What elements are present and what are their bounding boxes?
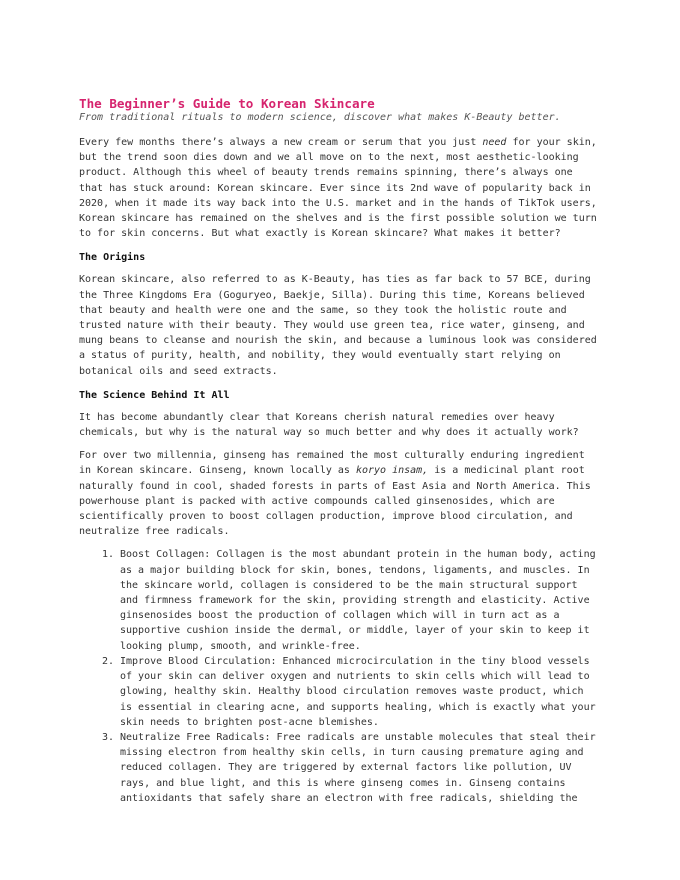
intro-text-2: for your skin, but the trend soon dies down and we all move on to the next, most aesthetic-looking product. Although this wheel of beauty trends remains spinning, there’s always one that has stuck around: Korean skincare. Ever since its 2nd wave of popularity back in 2020, when it made its way back into the U.S. market and in the hands of TikTok users, Korean skincare has remained on the shelves and is the first possible solution we turn to for skin concerns. But what exactly is Korean skincare? What makes it better? [79,137,597,240]
science-emphasis: koryo insam, [355,465,429,477]
article-title: The Beginner’s Guide to Korean Skincare [79,96,375,111]
intro-emphasis: need [482,137,507,148]
intro-paragraph [79,135,599,241]
science-heading: The Science Behind It All [79,389,230,401]
list-item: 2. Improve Blood Circulation: Enhanced microcirculation in the tiny blood vessels of your skin can deliver oxygen and nutrients to skin cells which will lead to glowing, healthy skin. Healthy blood circulation removes waste product, which is essential in clearing acne, and supports healing, which is exactly what your skin needs to brighten post-acne blemishes. [120,654,599,730]
science-text-2: is a medicinal plant root naturally found in cool, shaded forests in parts of East Asia and North America. This powerhouse plant is packed with active compounds called ginsenosides, which are scientifically proven to boost collagen production, improve blood circulation, and neutralize free radicals. [79,465,591,538]
list-item: 3. Neutralize Free Radicals: Free radicals are unstable molecules that steal their missing electron from healthy skin cells, in turn causing premature aging and reduced collagen. They are triggered by external factors like pollution, UV rays, and blue light, and this is where ginseng comes in. Ginseng contains antioxidants that safely share an electron with free radicals, shielding the [120,730,599,806]
list-item: 1. Boost Collagen: Collagen is the most abundant protein in the human body, acting as a major building block for skin, bones, tendons, ligaments, and muscles. In the skincare world, collagen is considered to be the main structural support and firmness framework for the skin, providing strength and elasticity. Active ginsenosides boost the production of collagen which will in turn act as a supportive cushion inside the dermal, or middle, layer of your skin to keep it looking plump, smooth, and wrinkle-free. [120,547,599,653]
origins-paragraph: Korean skincare, also referred to as K-Beauty, has ties as far back to 57 BCE, during the Three Kingdoms Era (Goguryeo, Baekje, Silla). During this time, Koreans believed that beauty and health were one and the same, so they took the holistic route and trusted nature with their beauty. They would use green tea, rice water, ginseng, and mung beans to cleanse and nourish the skin, and because a luminous look was considered a status of purity, health, and nobility, they would eventually start relying on botanical oils and seed extracts. [79,274,597,377]
intro-text-1: Every few months there’s always a new cream or serum that you just [79,137,483,148]
article [79,96,599,806]
origins-heading: The Origins [79,252,146,264]
benefits-list [79,547,599,805]
article-subtitle: From traditional rituals to modern science, discover what makes K-Beauty better. [79,112,561,123]
science-text-1: For over two millennia, ginseng has remained the most culturally enduring ingredient in Korean skincare. Ginseng, known locally as [79,450,585,477]
science-paragraph-1: It has become abundantly clear that Koreans cherish natural remedies over heavy chemicals, but why is the natural way so much better and why does it actually work? [79,411,579,439]
science-paragraph-2 [79,448,599,539]
